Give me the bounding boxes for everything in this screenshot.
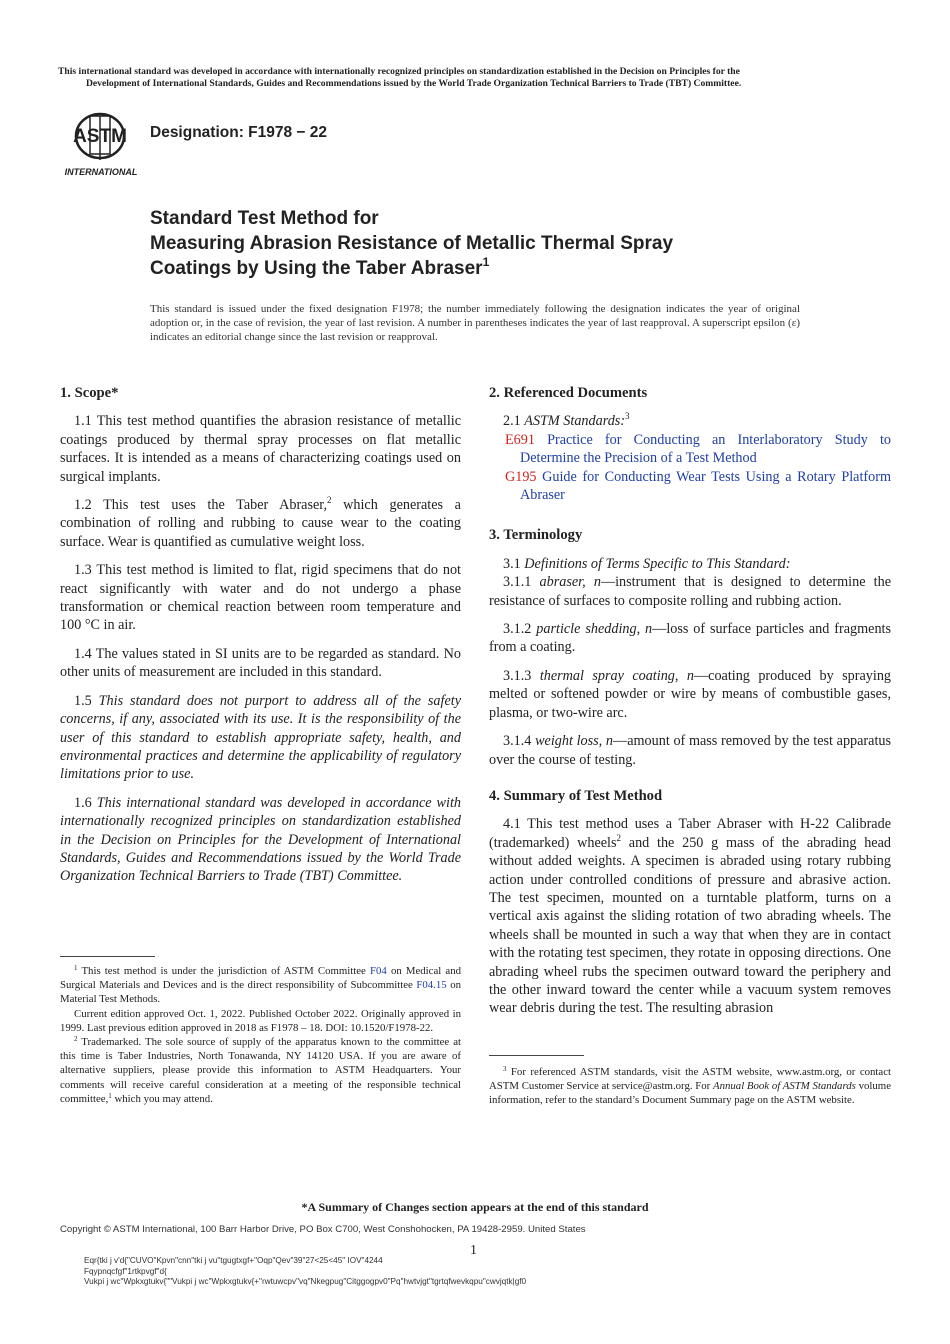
referenced-2-1-label: ASTM Standards:: [524, 413, 626, 430]
ref-g195-title[interactable]: Guide for Conducting Wear Tests Using a Rotary Platform Abraser: [520, 468, 891, 504]
footnote-2-mark: 2: [74, 1035, 78, 1044]
terminology-3-1: [489, 555, 891, 573]
scope-1-2: [60, 496, 461, 551]
referenced-2-1: [489, 412, 891, 430]
definition-particle-shedding: [489, 620, 891, 657]
footnote-1: [60, 964, 461, 1007]
license-stamp: [84, 1256, 526, 1288]
designation: Designation: F1978 − 22: [150, 124, 328, 141]
ref-e691-title[interactable]: Practice for Conducting an Interlaboratory Study to Determine the Precision of a Test Method: [520, 431, 891, 467]
definition-weight-loss: [489, 732, 891, 769]
wto-notice-line-1: This international standard was developed in accordance with internationally recognized principles on standardization established in the Decision on Principles for the: [58, 66, 740, 77]
title-line-3: Coatings by Using the Taber Abraser: [150, 258, 483, 279]
wto-notice-line-2: Development of International Standards, Guides and Recommendations issued by the World Trade Organization Technical Barriers to Trade (TBT) Committee.: [86, 78, 742, 89]
scope-1-5: [60, 692, 461, 784]
definition-thermal-spray-coating-num: 3.1.3: [503, 667, 540, 684]
definition-abraser-text: —instrument that is designed to determine the resistance of surfaces to composite rolling and rubbing action.: [489, 574, 892, 609]
summary-4-1-text-a: 4.1 This test method uses a Taber Abraser with H-22 Calibrade (trademarked) wheels: [489, 816, 891, 851]
definition-weight-loss-num: 3.1.4: [503, 733, 536, 750]
summary-heading: 4. Summary of Test Method: [489, 787, 663, 804]
footnote-3-text-b: volume information, refer to the standard’s Document Summary page on the ASTM website.: [489, 1080, 891, 1107]
scope-1-1: 1.1 This test method quantifies the abrasion resistance of metallic coatings produced by thermal spray processes on flat metallic surfaces. It is intended as a means of characterizing coatings used on surgical implants.: [60, 413, 461, 485]
footnote-2-text: Trademarked. The sole source of supply of the apparatus known to the committee at this time is Taber Industries, North Tonawanda, NY 14120 USA. If you are aware of alternative suppliers, please provide this information to ASTM Headquarters. Your comments will receive careful consideration at a meeting of the responsible technical committee,: [60, 1036, 461, 1105]
scope-1-2-text-b: which generates a combination of rolling and rubbing to cause wear to the coating surface. Wear is quantified as cumulative weight loss.: [60, 497, 461, 550]
footnotes-right: [489, 1065, 891, 1108]
footnote-ref-3[interactable]: 3: [625, 411, 630, 422]
definition-particle-shedding-num: 3.1.2: [503, 621, 537, 638]
left-column: [60, 384, 461, 896]
footnote-3-text-a: For referenced ASTM standards, visit the ASTM website, www.astm.org, or contact ASTM Customer Service at service@astm.org. For: [489, 1066, 891, 1093]
definition-particle-shedding-text: —loss of surface particles and fragments from a coating.: [489, 621, 892, 656]
footnote-2-end: which you may attend.: [111, 1092, 213, 1105]
footnote-ref-2[interactable]: 2: [327, 495, 332, 506]
summary-4-1-text-b: and the 250 g mass of the abrading head without added weights. A specimen is abraded using rotary rubbing action under controlled conditions of pressure and abrasive action. The test specimen, mounted on a turntable platform, turns on a vertical axis against the sliding rotation of two abrading wheels. The wheels shall be mounted in such a way that when they are in contact with the rotating test specimen, they rotate in opposing directions. One abrading wheel rubs the specimen outward toward the periphery and the other inward toward the center while a vacuum system removes wear debris during the test. The resulting abrasion: [489, 834, 891, 1017]
footnote-3: [489, 1065, 891, 1108]
license-stamp-line-2: Fqypnqcfgf"1rtkpvgf"d{: [84, 1266, 167, 1276]
definition-particle-shedding-term: particle shedding, n: [536, 621, 653, 638]
terminology-3-1-num: 3.1: [503, 555, 525, 572]
referenced-heading: 2. Referenced Documents: [489, 385, 648, 401]
footnote-divider-left: [60, 956, 155, 957]
definition-weight-loss-text: —amount of mass removed by the test apparatus over the course of testing.: [489, 733, 892, 768]
footnote-ref-2-summary[interactable]: 2: [616, 832, 622, 843]
scope-1-6-num: 1.6: [74, 794, 97, 811]
summary-of-changes-note: *A Summary of Changes section appears at the end of this standard: [301, 1200, 649, 1214]
definition-abraser-num: 3.1.1: [503, 574, 540, 591]
license-stamp-line-1: Eqr{tki j v'd{"CUVO"Kpvn"cnn"tki j vu"tgugtxgf+"Oqp"Qev"39"27<25<45" IOV"4244: [84, 1256, 383, 1265]
definition-abraser-term: abraser, n: [539, 574, 601, 591]
astm-logo: [60, 108, 142, 178]
footnotes-left: [60, 964, 461, 1106]
title-line-1: Standard Test Method for: [150, 208, 379, 229]
definition-thermal-spray-coating: [489, 667, 891, 722]
ref-g195-code[interactable]: G195: [505, 468, 537, 485]
right-column: [489, 384, 891, 1028]
definition-thermal-spray-coating-term: thermal spray coating, n: [539, 667, 694, 684]
scope-1-5-text: This standard does not purport to address all of the safety concerns, if any, associated with its use. It is the responsibility of the user of this standard to establish appropriate safety, health, and environmental practices and determine the applicability of regulatory limitations prior to use.: [60, 692, 461, 783]
logo-mark-text: ASTM: [73, 126, 127, 147]
definition-thermal-spray-coating-text: —coating produced by spraying melted or softened powder or wire by means of combustible gases, plasma, or two-wire arc.: [489, 667, 892, 721]
wto-notice: [58, 66, 894, 90]
definition-abraser: [489, 573, 891, 610]
scope-1-2-text-a: 1.2 This test uses the Taber Abraser,: [74, 497, 327, 514]
footnote-2: [60, 1035, 461, 1106]
terminology-3-1-label: Definitions of Terms Specific to This Standard:: [524, 555, 791, 572]
scope-1-5-num: 1.5: [74, 692, 99, 709]
footnote-3-annual-book: Annual Book of ASTM Standards: [713, 1080, 856, 1093]
footnote-2-mark-inline: 1: [108, 1091, 112, 1100]
footnote-divider-right: [489, 1055, 584, 1056]
terminology-heading: 3. Terminology: [489, 527, 583, 544]
preamble: This standard is issued under the fixed designation F1978; the number immediately following the designation indicates the year of original adoption or, in the case of revision, the year of last revision. A number in parentheses indicates the year of last reapproval. A superscript epsilon (ε) indicates an editorial change since the last revision or reapproval.: [150, 303, 800, 343]
committee-f04-link[interactable]: F04: [370, 965, 387, 977]
footnote-1-text-c: on Material Test Methods.: [60, 979, 461, 1006]
footnote-1-edition: Current edition approved Oct. 1, 2022. Published October 2022. Originally approved in 1999. Last previous edition approved in 2018 as F1978 – 18. DOI: 10.1520/F1978-22.: [60, 1007, 461, 1034]
ref-e691[interactable]: [489, 431, 891, 468]
ref-g195[interactable]: [489, 468, 891, 505]
scope-1-4: 1.4 The values stated in SI units are to be regarded as standard. No other units of measurement are included in this standard.: [60, 645, 461, 681]
copyright-line: Copyright © ASTM International, 100 Barr Harbor Drive, PO Box C700, West Conshohocken, PA 19428-2959. United States: [60, 1224, 586, 1235]
title-footnote-mark: 1: [482, 255, 490, 269]
subcommittee-f04-15-link[interactable]: F04.15: [416, 979, 447, 992]
page-number: 1: [470, 1243, 477, 1258]
scope-1-6-text: This international standard was developed in accordance with internationally recognized principles on standardization established in the Decision on Principles for the Development of International Standards, Guides and Recommendations issued by the World Trade Organization Technical Barriers to Trade (TBT) Committee.: [60, 794, 461, 885]
astm-logo-icon: [60, 108, 142, 178]
summary-4-1: [489, 815, 891, 1017]
ref-e691-code[interactable]: E691: [505, 431, 535, 448]
scope-1-3: 1.3 This test method is limited to flat, rigid specimens that do not react significantly with water and do not undergo a phase transformation or chemical reaction between room temperature and 100 °C in air.: [60, 562, 461, 634]
definition-weight-loss-term: weight loss, n: [535, 733, 614, 750]
scope-1-6: [60, 794, 461, 886]
footnote-3-mark: 3: [503, 1065, 507, 1073]
license-stamp-line-3: Vukpi j wc"Wpkxgtukv{""Vukpi j wc"Wpkxgtukv{+"rwtuwcpv"vq"Nkegpug"Citggogpv0"Pq"hwtvjgt"tgrtqfwevkqpu"cwvjqtk|gf0: [84, 1277, 527, 1286]
footnote-1-mark: 1: [74, 964, 78, 972]
scope-heading: 1. Scope*: [60, 385, 119, 401]
logo-international-text: INTERNATIONAL: [64, 167, 138, 177]
referenced-2-1-num: 2.1: [503, 413, 525, 430]
title-line-2: Measuring Abrasion Resistance of Metallic Thermal Spray: [150, 233, 674, 254]
footnote-1-text-a: This test method is under the jurisdiction of ASTM Committee: [77, 965, 370, 977]
footnote-1-text-b: on Medical and Surgical Materials and Devices and is the direct responsibility of Subcommittee: [60, 965, 462, 992]
document-title: [150, 206, 850, 281]
